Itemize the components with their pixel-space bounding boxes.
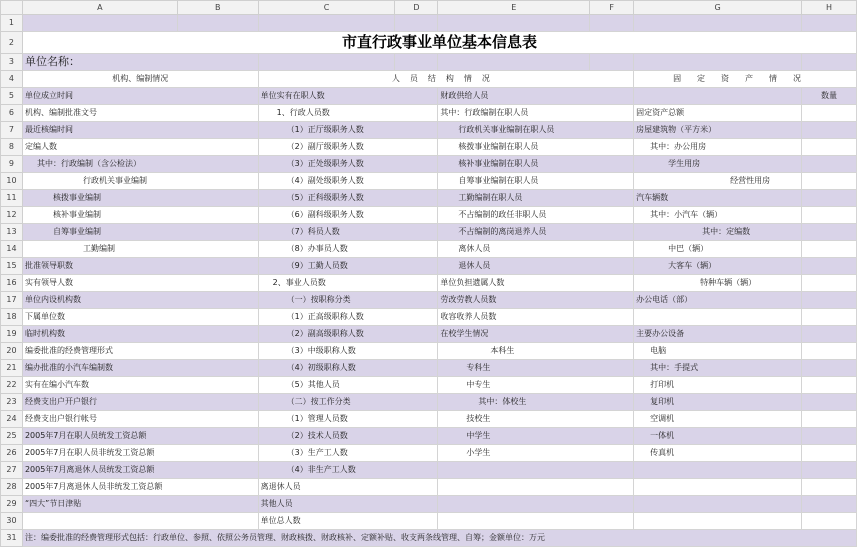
- column-header-g[interactable]: G: [634, 1, 802, 15]
- cell-h[interactable]: [802, 156, 857, 173]
- cell-g[interactable]: 大客车（辆）: [634, 258, 802, 275]
- select-all-corner[interactable]: [1, 1, 23, 15]
- cell-h[interactable]: [802, 445, 857, 462]
- cell-e[interactable]: 单位负担遗属人数: [438, 275, 634, 292]
- column-header-d[interactable]: D: [395, 1, 438, 15]
- cell-e[interactable]: [438, 496, 634, 513]
- row-header[interactable]: 27: [1, 462, 23, 479]
- cell-c[interactable]: （5）正科级职务人数: [258, 190, 438, 207]
- cell-a[interactable]: 机构、编制批准文号: [22, 105, 258, 122]
- cell-a[interactable]: 单位内设机构数: [22, 292, 258, 309]
- cell-g[interactable]: 学生用房: [634, 156, 802, 173]
- cell-g[interactable]: [634, 88, 802, 105]
- cell-e[interactable]: 其中：行政编制在职人员: [438, 105, 634, 122]
- cell-h[interactable]: [802, 462, 857, 479]
- cell-a[interactable]: 编委批准的经费管理形式: [22, 343, 258, 360]
- cell[interactable]: [634, 15, 802, 32]
- cell-g[interactable]: 传真机: [634, 445, 802, 462]
- row-header[interactable]: 10: [1, 173, 23, 190]
- cell-a[interactable]: 单位成立时间: [22, 88, 258, 105]
- cell-h[interactable]: [802, 479, 857, 496]
- cell-e[interactable]: 中专生: [438, 377, 634, 394]
- row-header[interactable]: 5: [1, 88, 23, 105]
- cell-g[interactable]: 打印机: [634, 377, 802, 394]
- row-header[interactable]: 22: [1, 377, 23, 394]
- cell-e[interactable]: 其中：体校生: [438, 394, 634, 411]
- cell[interactable]: [802, 54, 857, 71]
- row-header[interactable]: 21: [1, 360, 23, 377]
- section-assets-header[interactable]: 固定资产情况: [634, 71, 857, 88]
- row-header[interactable]: 12: [1, 207, 23, 224]
- cell-g[interactable]: 其中：手提式: [634, 360, 802, 377]
- cell-c[interactable]: （4）非生产工人数: [258, 462, 438, 479]
- cell-g[interactable]: 固定资产总额: [634, 105, 802, 122]
- cell-c[interactable]: 离退休人员: [258, 479, 438, 496]
- cell[interactable]: [258, 54, 395, 71]
- row-header[interactable]: 15: [1, 258, 23, 275]
- cell-a[interactable]: 经费支出户银行帐号: [22, 411, 258, 428]
- row-header[interactable]: 11: [1, 190, 23, 207]
- cell-g[interactable]: 主要办公设备: [634, 326, 802, 343]
- cell-a[interactable]: [22, 513, 258, 530]
- cell-g[interactable]: [634, 462, 802, 479]
- cell-h[interactable]: [802, 343, 857, 360]
- row-header[interactable]: 18: [1, 309, 23, 326]
- cell-a[interactable]: 核补事业编制: [22, 207, 258, 224]
- cell-c[interactable]: 其他人员: [258, 496, 438, 513]
- cell-c[interactable]: （3）中级职称人数: [258, 343, 438, 360]
- row-header[interactable]: 28: [1, 479, 23, 496]
- cell-g[interactable]: 汽车辆数: [634, 190, 802, 207]
- row-header[interactable]: 17: [1, 292, 23, 309]
- cell-h[interactable]: [802, 411, 857, 428]
- cell[interactable]: [395, 15, 438, 32]
- row-header[interactable]: 6: [1, 105, 23, 122]
- cell-h[interactable]: [802, 309, 857, 326]
- cell-a[interactable]: 工勤编制: [22, 241, 258, 258]
- row-header[interactable]: 20: [1, 343, 23, 360]
- cell-g[interactable]: 经营性用房: [634, 173, 802, 190]
- cell-a[interactable]: 2005年7月离退休人员非统发工资总额: [22, 479, 258, 496]
- cell-g[interactable]: [634, 513, 802, 530]
- cell-c[interactable]: （3）正处级职务人数: [258, 156, 438, 173]
- cell-a[interactable]: 实有领导人数: [22, 275, 258, 292]
- cell-g[interactable]: 一体机: [634, 428, 802, 445]
- cell-a[interactable]: 核拨事业编制: [22, 190, 258, 207]
- cell-e[interactable]: 不占编制的离岗退养人员: [438, 224, 634, 241]
- row-header[interactable]: 23: [1, 394, 23, 411]
- cell-g[interactable]: 其中：办公用房: [634, 139, 802, 156]
- cell-e[interactable]: 技校生: [438, 411, 634, 428]
- row-header[interactable]: 13: [1, 224, 23, 241]
- cell-a[interactable]: 最近核编时间: [22, 122, 258, 139]
- column-header-c[interactable]: C: [258, 1, 395, 15]
- cell-e[interactable]: 专科生: [438, 360, 634, 377]
- cell-c[interactable]: （1）管理人员数: [258, 411, 438, 428]
- cell-h[interactable]: [802, 224, 857, 241]
- cell[interactable]: [395, 54, 438, 71]
- cell-c[interactable]: 2、事业人员数: [258, 275, 438, 292]
- cell-e[interactable]: 核补事业编制在职人员: [438, 156, 634, 173]
- cell-g[interactable]: [634, 496, 802, 513]
- cell[interactable]: [22, 15, 177, 32]
- cell-e[interactable]: 离休人员: [438, 241, 634, 258]
- cell-e[interactable]: 劳改劳教人员数: [438, 292, 634, 309]
- cell-a[interactable]: 批准领导职数: [22, 258, 258, 275]
- column-header-b[interactable]: B: [177, 1, 258, 15]
- row-header[interactable]: 4: [1, 71, 23, 88]
- cell-e[interactable]: 本科生: [438, 343, 634, 360]
- cell-c[interactable]: （1）正高级职称人数: [258, 309, 438, 326]
- cell-h[interactable]: [802, 292, 857, 309]
- cell-e[interactable]: [438, 479, 634, 496]
- cell-g[interactable]: 办公电话（部）: [634, 292, 802, 309]
- column-header-f[interactable]: F: [590, 1, 634, 15]
- cell-h[interactable]: [802, 122, 857, 139]
- footnote[interactable]: 注：编委批准的经费管理形式包括：行政单位、参照、依照公务员管理、财政核拨、财政核补、定额补贴、收支两条线管理、自筹；金额单位：万元: [22, 530, 856, 547]
- cell-a[interactable]: “四大”节日津贴: [22, 496, 258, 513]
- cell-a[interactable]: 其中：行政编制（含公检法）: [22, 156, 258, 173]
- cell-g[interactable]: 空调机: [634, 411, 802, 428]
- cell-h[interactable]: [802, 275, 857, 292]
- cell-a[interactable]: 行政机关事业编制: [22, 173, 258, 190]
- cell-a[interactable]: 自筹事业编制: [22, 224, 258, 241]
- cell-c[interactable]: （一）按职称分类: [258, 292, 438, 309]
- cell-e[interactable]: 核拨事业编制在职人员: [438, 139, 634, 156]
- cell[interactable]: [634, 54, 802, 71]
- cell-c[interactable]: （5）其他人员: [258, 377, 438, 394]
- cell-h[interactable]: [802, 105, 857, 122]
- cell-h[interactable]: [802, 360, 857, 377]
- cell-e[interactable]: 工勤编制在职人员: [438, 190, 634, 207]
- cell-g[interactable]: 其中：定编数: [634, 224, 802, 241]
- quantity-header[interactable]: 数量: [802, 88, 857, 105]
- row-header[interactable]: 8: [1, 139, 23, 156]
- column-header-e[interactable]: E: [438, 1, 590, 15]
- cell-g[interactable]: 复印机: [634, 394, 802, 411]
- cell-a[interactable]: 2005年7月在职人员非统发工资总额: [22, 445, 258, 462]
- cell-h[interactable]: [802, 241, 857, 258]
- cell-e[interactable]: 行政机关事业编制在职人员: [438, 122, 634, 139]
- cell-c[interactable]: （2）副高级职称人数: [258, 326, 438, 343]
- cell-a[interactable]: 实有在编小汽车数: [22, 377, 258, 394]
- cell[interactable]: [438, 54, 590, 71]
- cell-a[interactable]: 定编人数: [22, 139, 258, 156]
- cell[interactable]: [590, 54, 634, 71]
- cell-c[interactable]: 1、行政人员数: [258, 105, 438, 122]
- row-header[interactable]: 3: [1, 54, 23, 71]
- row-header[interactable]: 19: [1, 326, 23, 343]
- cell-c[interactable]: （3）生产工人数: [258, 445, 438, 462]
- cell-e[interactable]: 在校学生情况: [438, 326, 634, 343]
- cell[interactable]: [802, 15, 857, 32]
- cell-a[interactable]: 2005年7月离退休人员统发工资总额: [22, 462, 258, 479]
- row-header[interactable]: 24: [1, 411, 23, 428]
- cell-h[interactable]: [802, 513, 857, 530]
- cell-g[interactable]: 电脑: [634, 343, 802, 360]
- cell-h[interactable]: [802, 258, 857, 275]
- cell-e[interactable]: 自筹事业编制在职人员: [438, 173, 634, 190]
- cell-a[interactable]: 2005年7月在职人员统发工资总额: [22, 428, 258, 445]
- row-header[interactable]: 25: [1, 428, 23, 445]
- section-org-header[interactable]: 机构、编制情况: [22, 71, 258, 88]
- cell-e[interactable]: 财政供给人员: [438, 88, 634, 105]
- cell-c[interactable]: （4）初级职称人数: [258, 360, 438, 377]
- cell-h[interactable]: [802, 207, 857, 224]
- cell-c[interactable]: 单位实有在职人数: [258, 88, 438, 105]
- row-header[interactable]: 30: [1, 513, 23, 530]
- cell-c[interactable]: （二）按工作分类: [258, 394, 438, 411]
- cell-c[interactable]: （9）工勤人员数: [258, 258, 438, 275]
- cell-h[interactable]: [802, 428, 857, 445]
- column-header-h[interactable]: H: [802, 1, 857, 15]
- cell-g[interactable]: 中巴（辆）: [634, 241, 802, 258]
- cell-c[interactable]: （2）技术人员数: [258, 428, 438, 445]
- row-header[interactable]: 29: [1, 496, 23, 513]
- cell-c[interactable]: （6）副科级职务人数: [258, 207, 438, 224]
- cell-h[interactable]: [802, 394, 857, 411]
- cell-h[interactable]: [802, 326, 857, 343]
- cell-c[interactable]: （8）办事员人数: [258, 241, 438, 258]
- cell-a[interactable]: 经费支出户开户银行: [22, 394, 258, 411]
- sheet-title[interactable]: 市直行政事业单位基本信息表: [22, 32, 856, 54]
- cell-c[interactable]: （2）副厅级职务人数: [258, 139, 438, 156]
- cell-h[interactable]: [802, 139, 857, 156]
- row-header[interactable]: 16: [1, 275, 23, 292]
- cell-e[interactable]: [438, 513, 634, 530]
- cell[interactable]: [258, 15, 395, 32]
- cell-c[interactable]: （4）副处级职务人数: [258, 173, 438, 190]
- cell-e[interactable]: 不占编制的政任非职人员: [438, 207, 634, 224]
- cell-e[interactable]: 退休人员: [438, 258, 634, 275]
- row-header[interactable]: 1: [1, 15, 23, 32]
- unit-name-label[interactable]: 单位名称：: [22, 54, 258, 71]
- cell-a[interactable]: 下属单位数: [22, 309, 258, 326]
- cell-c[interactable]: （1）正厅级职务人数: [258, 122, 438, 139]
- row-header[interactable]: 14: [1, 241, 23, 258]
- cell-h[interactable]: [802, 190, 857, 207]
- cell-e[interactable]: [438, 462, 634, 479]
- cell-g[interactable]: [634, 479, 802, 496]
- row-header[interactable]: 2: [1, 32, 23, 54]
- cell-g[interactable]: 特种车辆（辆）: [634, 275, 802, 292]
- row-header[interactable]: 7: [1, 122, 23, 139]
- row-header[interactable]: 26: [1, 445, 23, 462]
- cell-c[interactable]: （7）科员人数: [258, 224, 438, 241]
- cell-a[interactable]: 编办批准的小汽车编制数: [22, 360, 258, 377]
- cell[interactable]: [438, 15, 590, 32]
- cell-a[interactable]: 临时机构数: [22, 326, 258, 343]
- cell-g[interactable]: 房屋建筑物（平方米）: [634, 122, 802, 139]
- cell-g[interactable]: 其中：小汽车（辆）: [634, 207, 802, 224]
- cell-e[interactable]: 小学生: [438, 445, 634, 462]
- cell-e[interactable]: 中学生: [438, 428, 634, 445]
- cell[interactable]: [177, 15, 258, 32]
- row-header[interactable]: 31: [1, 530, 23, 547]
- cell-h[interactable]: [802, 377, 857, 394]
- row-header[interactable]: 9: [1, 156, 23, 173]
- cell-h[interactable]: [802, 173, 857, 190]
- cell-c[interactable]: 单位总人数: [258, 513, 438, 530]
- cell-e[interactable]: 收容收养人员数: [438, 309, 634, 326]
- cell-g[interactable]: [634, 309, 802, 326]
- column-header-a[interactable]: A: [22, 1, 177, 15]
- section-staff-header[interactable]: 人员结构情况: [258, 71, 634, 88]
- cell[interactable]: [590, 15, 634, 32]
- cell-h[interactable]: [802, 496, 857, 513]
